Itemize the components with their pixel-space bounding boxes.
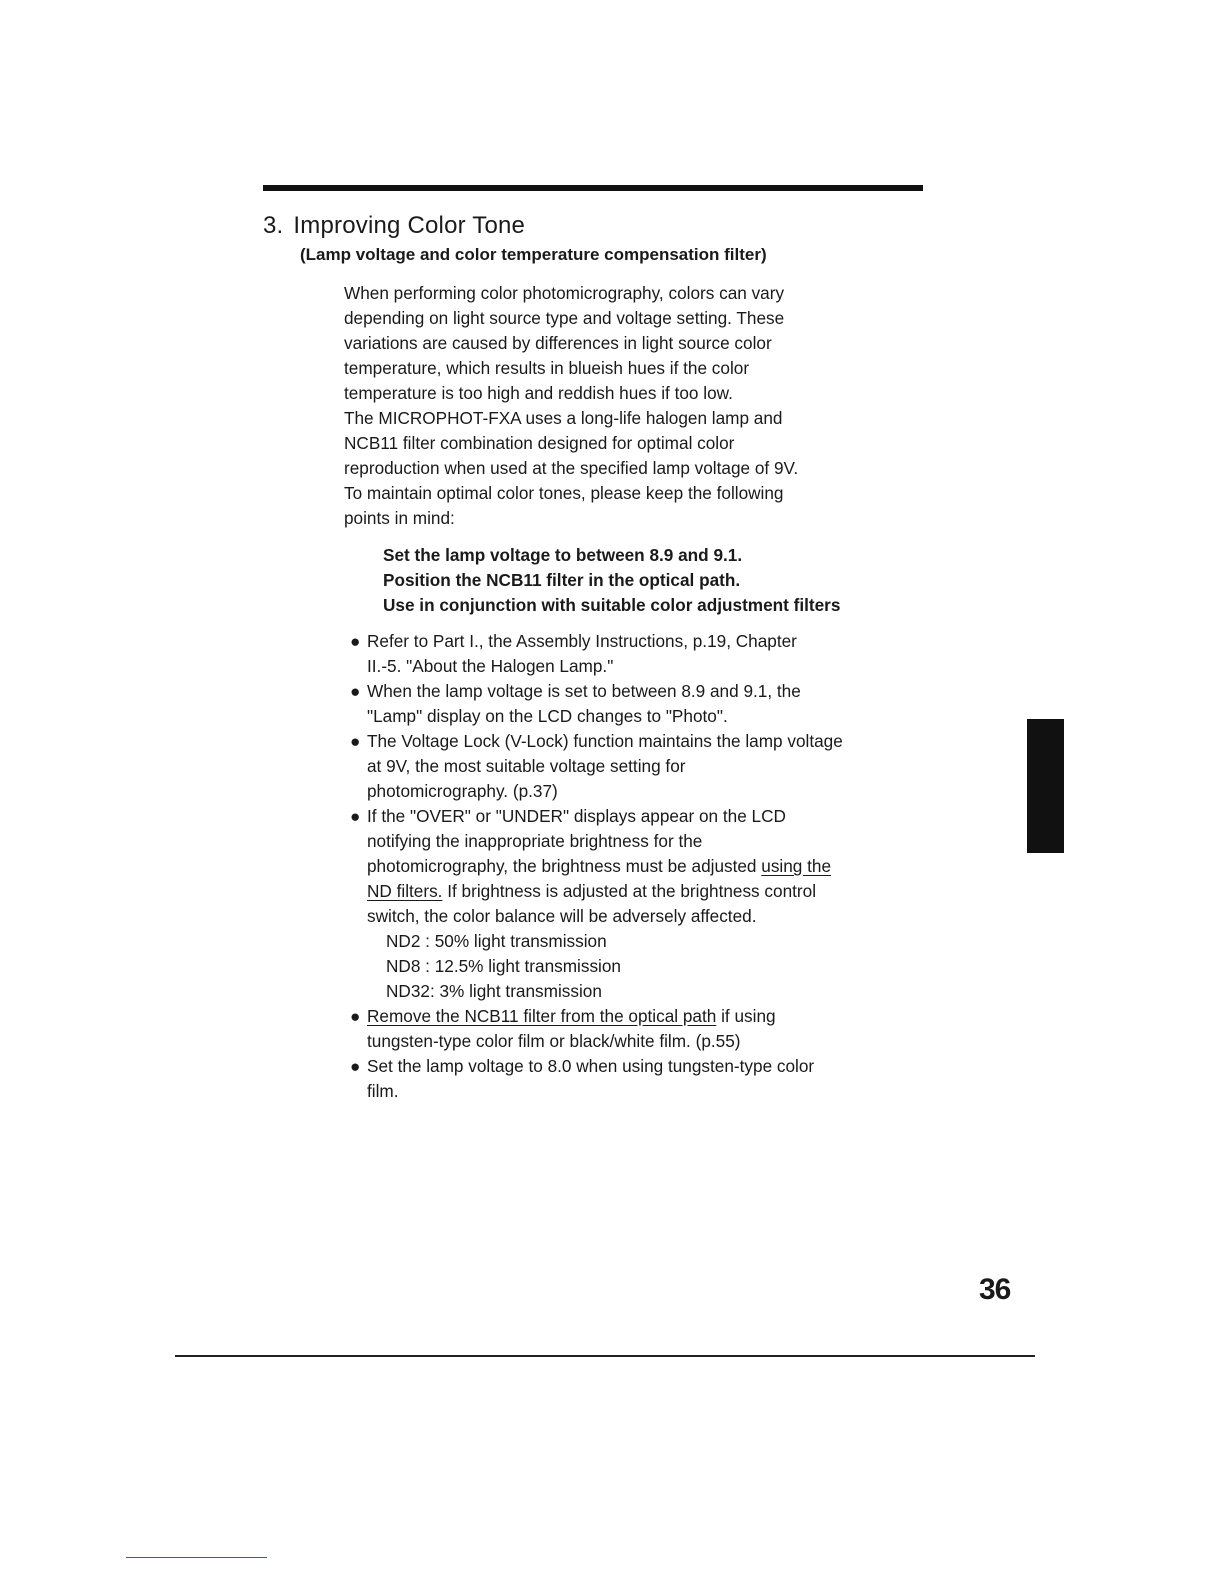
note-item <box>350 729 950 804</box>
note-line <box>367 1004 950 1029</box>
bullet-icon: ● <box>350 681 361 701</box>
bullet-icon: ● <box>350 1006 361 1026</box>
bottom-rule <box>175 1355 1035 1357</box>
page-number: 36 <box>979 1273 1011 1306</box>
note-line: If the "OVER" or "UNDER" displays appear on the LCD <box>367 806 786 826</box>
note-item <box>350 1004 950 1054</box>
section-number: 3. <box>263 212 284 239</box>
note-item <box>350 679 950 729</box>
note-line: film. <box>367 1081 399 1101</box>
note-line: Refer to Part I., the Assembly Instructions, p.19, Chapter <box>367 631 797 651</box>
note-item <box>350 629 950 679</box>
intro-line: To maintain optimal color tones, please keep the following <box>344 483 784 503</box>
section-heading <box>263 212 525 240</box>
intro-line: variations are caused by differences in light source color <box>344 333 772 353</box>
top-rule <box>263 185 923 191</box>
intro-paragraph <box>344 281 924 531</box>
note-line: When the lamp voltage is set to between 8.9 and 9.1, the <box>367 681 801 701</box>
bullet-icon: ● <box>350 806 361 826</box>
intro-line: NCB11 filter combination designed for optimal color <box>344 433 735 453</box>
note-line: tungsten-type color film or black/white film. (p.55) <box>367 1031 741 1051</box>
intro-line: depending on light source type and voltage setting. These <box>344 308 785 328</box>
underlined-text: ND filters. <box>367 881 443 901</box>
nd-filter-spec: ND32: 3% light transmission <box>386 981 602 1001</box>
intro-line: temperature, which results in blueish hues if the color <box>344 358 750 378</box>
intro-line: When performing color photomicrography, colors can vary <box>344 283 785 303</box>
note-line <box>367 854 950 879</box>
key-points-list <box>383 543 840 618</box>
bullet-icon: ● <box>350 631 361 651</box>
chapter-tab-marker <box>1027 719 1064 853</box>
note-line <box>367 879 950 904</box>
note-text: photomicrography, the brightness must be adjusted <box>367 856 762 876</box>
section-subtitle: (Lamp voltage and color temperature compensation filter) <box>300 245 767 264</box>
note-text: If brightness is adjusted at the brightness control <box>442 881 817 901</box>
key-point: Set the lamp voltage to between 8.9 and 9.1. <box>383 545 743 565</box>
note-line: at 9V, the most suitable voltage setting for <box>367 756 686 776</box>
footer-rule <box>126 1557 267 1558</box>
bullet-icon: ● <box>350 731 361 751</box>
nd-filter-spec: ND2 : 50% light transmission <box>386 931 607 951</box>
key-point: Position the NCB11 filter in the optical path. <box>383 570 741 590</box>
note-line: switch, the color balance will be adversely affected. <box>367 906 757 926</box>
note-text: if using <box>716 1006 776 1026</box>
note-item <box>350 804 950 1004</box>
note-line: notifying the inappropriate brightness for the <box>367 831 703 851</box>
note-item <box>350 1054 950 1104</box>
nd-filter-spec: ND8 : 12.5% light transmission <box>386 956 621 976</box>
intro-line: reproduction when used at the specified lamp voltage of 9V. <box>344 458 799 478</box>
intro-line: temperature is too high and reddish hues if too low. <box>344 383 733 403</box>
intro-line: points in mind: <box>344 508 455 528</box>
note-line: "Lamp" display on the LCD changes to "Photo". <box>367 706 728 726</box>
underlined-text: Remove the NCB11 filter from the optical path <box>367 1006 717 1026</box>
bullet-icon: ● <box>350 1056 361 1076</box>
note-line: II.-5. "About the Halogen Lamp." <box>367 656 614 676</box>
notes-list <box>350 629 950 1104</box>
key-point: Use in conjunction with suitable color adjustment filters <box>383 595 841 615</box>
underlined-text: using the <box>761 856 832 876</box>
note-line: The Voltage Lock (V-Lock) function maintains the lamp voltage <box>367 731 843 751</box>
intro-line: The MICROPHOT-FXA uses a long-life halogen lamp and <box>344 408 783 428</box>
section-title: Improving Color Tone <box>293 212 526 239</box>
note-line: Set the lamp voltage to 8.0 when using tungsten-type color <box>367 1056 815 1076</box>
note-line: photomicrography. (p.37) <box>367 781 558 801</box>
